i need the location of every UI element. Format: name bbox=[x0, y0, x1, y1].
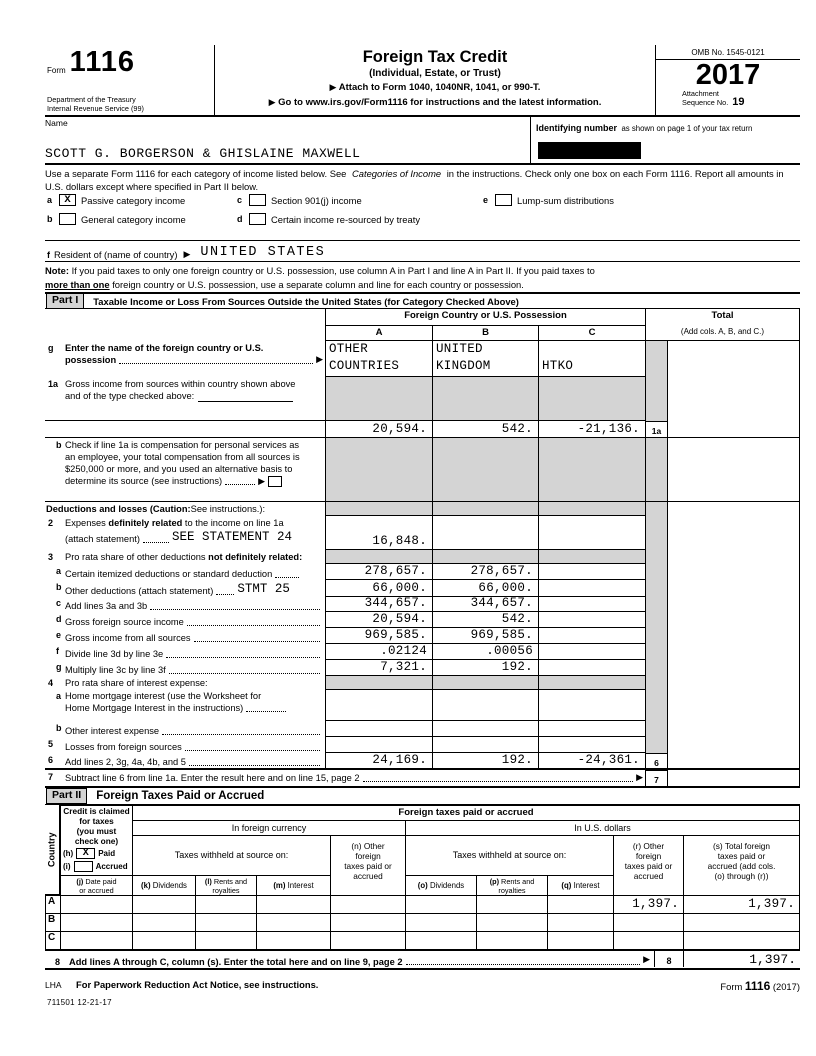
line-3-text: Pro rata share of other deductions bbox=[65, 552, 209, 562]
line-2-text-pre: Expenses bbox=[65, 518, 109, 528]
amount-3e-col-c[interactable] bbox=[538, 628, 645, 644]
line-3-number: 3 bbox=[48, 552, 54, 562]
line-3b-label: b Other deductions (attach statement) STMT 25 bbox=[56, 582, 290, 597]
identifying-number-redaction bbox=[538, 142, 641, 159]
row-a-k-field[interactable] bbox=[132, 895, 195, 913]
intro-post: in the instructions. Check only one box on each Form 1116. Report all bbox=[446, 168, 736, 179]
line-1b-label bbox=[45, 438, 325, 501]
category-e-letter: e bbox=[483, 195, 489, 205]
line-8-row bbox=[45, 951, 800, 970]
line-2-statement-ref[interactable]: SEE STATEMENT 24 bbox=[171, 530, 292, 545]
withheld-foreign-header: Taxes withheld at source on: bbox=[132, 835, 330, 875]
amount-3d-col-c[interactable] bbox=[538, 612, 645, 628]
line-3e-label: e Gross income from all sources bbox=[45, 628, 325, 644]
intro-line2: amounts in U.S. dollars except where specified in Part II below. bbox=[45, 168, 784, 192]
amount-3d-col-a[interactable]: 20,594. bbox=[325, 612, 432, 628]
row-c-o-field[interactable] bbox=[405, 931, 476, 949]
country-a-field[interactable]: OTHER COUNTRIES bbox=[325, 341, 432, 377]
category-a-letter: a bbox=[47, 195, 53, 205]
col-p-header: (p) Rents and royalties bbox=[476, 875, 547, 895]
category-c-label: Section 901(j) income bbox=[271, 194, 362, 206]
row-c-k-field[interactable] bbox=[132, 931, 195, 949]
row-a-m-field[interactable] bbox=[256, 895, 330, 913]
row-a-n-field[interactable] bbox=[330, 895, 405, 913]
row-c-label: C bbox=[45, 931, 60, 949]
line-tag-7: 7 bbox=[646, 770, 667, 786]
line-g-number: g bbox=[48, 343, 54, 353]
omb-number: OMB No. 1545-0121 bbox=[656, 45, 800, 60]
blank-write-line[interactable] bbox=[198, 401, 293, 402]
category-d-letter: d bbox=[237, 214, 243, 224]
row-b-n-field[interactable] bbox=[330, 913, 405, 931]
line-7-label: 7 Subtract line 6 from line 1a. Enter the result here and on line 15, page 2 ▶ bbox=[48, 772, 643, 783]
row-b-k-field[interactable] bbox=[132, 913, 195, 931]
category-b bbox=[47, 213, 186, 225]
sequence-label: Sequence No. bbox=[682, 97, 729, 107]
amount-3a-col-c[interactable] bbox=[538, 564, 645, 580]
amount-3e-col-a[interactable]: 969,585. bbox=[325, 628, 432, 644]
col-q-header: (q) Interest bbox=[547, 875, 613, 895]
col-o-header: (o) Dividends bbox=[405, 875, 476, 895]
row-c-q-field[interactable] bbox=[547, 931, 613, 949]
dept-line-2: Internal Revenue Service (99) bbox=[47, 103, 144, 113]
page-footer bbox=[45, 975, 800, 993]
country-b-field[interactable]: UNITED KINGDOM bbox=[432, 341, 538, 377]
right-arrow-icon: ▶ bbox=[643, 954, 650, 964]
category-d bbox=[237, 213, 420, 225]
line-1b-number: b bbox=[56, 440, 62, 450]
row-c-s-field[interactable] bbox=[683, 931, 799, 949]
line-8-label: Add lines A through C, column (s). Enter the total here and on line 9, page 2 bbox=[69, 957, 403, 967]
line-5-label: 5 Losses from foreign sources bbox=[45, 737, 325, 753]
amount-3e-col-b[interactable]: 969,585. bbox=[432, 628, 538, 644]
category-b-letter: b bbox=[47, 214, 53, 224]
line-1b-text3: $250,000 or more, and you used an alternative basis to bbox=[65, 464, 293, 475]
col-c-header: C bbox=[538, 326, 645, 341]
part2-bar bbox=[45, 788, 800, 805]
amount-6-col-a[interactable]: 24,169. bbox=[325, 753, 432, 768]
line-3d-label: d Gross foreign source income bbox=[45, 612, 325, 628]
amount-1a-col-a[interactable]: 20,594. bbox=[325, 421, 432, 438]
line-1a-label bbox=[45, 377, 325, 421]
row-c-r-field[interactable] bbox=[613, 931, 683, 949]
total-subheader: (Add cols. A, B, and C.) bbox=[645, 326, 800, 341]
amount-2-col-c[interactable] bbox=[538, 516, 645, 550]
amount-3a-col-a[interactable]: 278,657. bbox=[325, 564, 432, 580]
amount-1a-col-c[interactable]: -21,136. bbox=[538, 421, 645, 438]
line-1a-text1: Gross income from sources within country shown above bbox=[65, 379, 296, 389]
part1-label: Part I bbox=[46, 293, 84, 309]
row-c-n-field[interactable] bbox=[330, 931, 405, 949]
intro-pre: Use a separate Form 1116 for each category of income listed below. See bbox=[45, 168, 347, 179]
amount-3b-col-a[interactable]: 66,000. bbox=[325, 580, 432, 597]
part1-table bbox=[45, 309, 800, 788]
form-footer-id: Form 1116 (2017) bbox=[720, 979, 800, 993]
attachment-label: Attachment bbox=[682, 89, 719, 98]
col-n-header: (n) Other foreign taxes paid or accrued bbox=[330, 835, 405, 895]
goto-line: Go to www.irs.gov/Form1116 for instructions and the latest information. bbox=[278, 97, 602, 108]
country-column-label: Country bbox=[45, 805, 60, 895]
row-a-date-field[interactable] bbox=[60, 895, 132, 913]
part2-title: Foreign Taxes Paid or Accrued bbox=[96, 790, 265, 802]
col-b-header: B bbox=[432, 326, 538, 341]
right-arrow-icon: ▶ bbox=[636, 772, 643, 783]
right-arrow-icon: ▶ bbox=[316, 354, 323, 365]
amount-1a-col-b[interactable]: 542. bbox=[432, 421, 538, 438]
line-2-text-bold: definitely related bbox=[108, 518, 183, 528]
line-3-text-bold: not definitely related: bbox=[208, 552, 303, 562]
line-8-number: 8 bbox=[55, 957, 61, 967]
amount-6-col-b[interactable]: 192. bbox=[432, 753, 538, 768]
amount-3c-col-a[interactable]: 344,657. bbox=[325, 596, 432, 612]
row-a-l-field[interactable] bbox=[195, 895, 256, 913]
note-line1: If you paid taxes to only one foreign country or U.S. possession, use column A in Part I and line A in Part II. If you paid taxes to bbox=[68, 265, 595, 276]
deductions-header-rest: See instructions.): bbox=[190, 504, 266, 514]
deductions-header-bold: Deductions and losses (Caution: bbox=[46, 504, 191, 514]
row-a-q-field[interactable] bbox=[547, 895, 613, 913]
row-b-s-field[interactable] bbox=[683, 913, 799, 931]
right-arrow-icon: ▶ bbox=[258, 475, 265, 486]
category-e bbox=[483, 194, 614, 206]
part1-title: Taxable Income or Loss From Sources Outside the United States (for Category Checked Above) bbox=[93, 295, 519, 307]
amount-3g-col-c[interactable] bbox=[538, 660, 645, 676]
checkbox-accrued[interactable] bbox=[74, 861, 93, 872]
row-c-date-field[interactable] bbox=[60, 931, 132, 949]
attach-line: Attach to Form 1040, 1040NR, 1041, or 990-T. bbox=[338, 82, 541, 93]
col-a-header: A bbox=[325, 326, 432, 341]
category-checkboxes bbox=[45, 194, 800, 230]
note-emphasis: more than one bbox=[45, 279, 110, 291]
resident-letter: f bbox=[47, 250, 50, 260]
line-1b-text2: an employee, your total compensation from all sources is bbox=[65, 452, 300, 463]
line-3b-statement-ref[interactable]: STMT 25 bbox=[237, 582, 290, 596]
amount-3b-col-b[interactable]: 66,000. bbox=[432, 580, 538, 597]
foreign-country-group-header: Foreign Country or U.S. Possession bbox=[325, 309, 645, 326]
amount-3f-col-c[interactable] bbox=[538, 644, 645, 660]
checkbox-resourced-treaty[interactable] bbox=[249, 213, 266, 225]
amount-3g-col-a[interactable]: 7,321. bbox=[325, 660, 432, 676]
identifying-number-note: as shown on page 1 of your tax return bbox=[621, 124, 753, 133]
line-1a-text2: and of the type checked above: bbox=[65, 391, 195, 402]
line-tag-1a: 1a bbox=[646, 421, 667, 438]
row-b-o-field[interactable] bbox=[405, 913, 476, 931]
amount-3c-col-c[interactable] bbox=[538, 596, 645, 612]
row-a-o-field[interactable] bbox=[405, 895, 476, 913]
line-tag-6: 6 bbox=[646, 753, 667, 768]
dept-line-1: Department of the Treasury bbox=[47, 94, 136, 104]
row-c-m-field[interactable] bbox=[256, 931, 330, 949]
amount-3f-col-b[interactable]: .00056 bbox=[432, 644, 538, 660]
line-6-label: 6 Add lines 2, 3g, 4a, 4b, and 5 bbox=[45, 753, 325, 768]
row-b-l-field[interactable] bbox=[195, 913, 256, 931]
resident-line bbox=[45, 240, 800, 262]
form-subtitle: (Individual, Estate, or Trust) bbox=[369, 68, 501, 79]
amount-3c-col-b[interactable]: 344,657. bbox=[432, 596, 538, 612]
tax-year: 2017 bbox=[695, 59, 761, 91]
amount-3a-col-b[interactable]: 278,657. bbox=[432, 564, 538, 580]
name-label: Name bbox=[45, 118, 68, 128]
line-2-number: 2 bbox=[48, 518, 54, 528]
line-1a-number: 1a bbox=[48, 379, 59, 389]
amount-8-total[interactable]: 1,397. bbox=[749, 952, 796, 967]
col-r-header: (r) Other foreign taxes paid or accrued bbox=[613, 835, 683, 895]
sequence-number: 19 bbox=[732, 95, 745, 108]
note-line2: foreign country or U.S. possession, use a separate column and line for each country or possession. bbox=[109, 279, 524, 291]
line-1b-text1: Check if line 1a is compensation for personal services as bbox=[65, 440, 300, 450]
category-d-label: Certain income re-sourced by treaty bbox=[271, 213, 421, 225]
intro-paragraph bbox=[45, 165, 800, 193]
checkbox-passive-category[interactable]: X bbox=[59, 194, 76, 206]
total-header: Total bbox=[645, 309, 800, 326]
note-bold: Note: bbox=[45, 265, 69, 276]
line-3f-label: f Divide line 3d by line 3e bbox=[45, 644, 325, 660]
intro-italic: Categories of Income bbox=[351, 168, 442, 179]
line-4-label: 4 Pro rata share of interest expense: bbox=[48, 678, 208, 688]
category-c bbox=[237, 194, 362, 206]
identifying-number-label: Identifying number bbox=[536, 123, 617, 133]
line-3c-label: c Add lines 3a and 3b bbox=[45, 596, 325, 612]
row-c-p-field[interactable] bbox=[476, 931, 547, 949]
omb-box bbox=[655, 45, 800, 115]
category-a-label: Passive category income bbox=[81, 194, 186, 206]
line-g-text1: Enter the name of the foreign country or U.S. bbox=[65, 343, 264, 353]
category-c-letter: c bbox=[237, 195, 243, 205]
row-b-r-field[interactable] bbox=[613, 913, 683, 931]
line-1b-text4: determine its source (see instructions) bbox=[65, 476, 223, 487]
name-row bbox=[45, 117, 800, 165]
in-foreign-currency-header: In foreign currency bbox=[132, 820, 405, 835]
amount-3d-col-b[interactable]: 542. bbox=[432, 612, 538, 628]
right-arrow-icon: ▶ bbox=[329, 82, 337, 92]
print-code: 711501 12-21-17 bbox=[47, 998, 112, 1007]
part2-label: Part II bbox=[46, 788, 87, 804]
credit-claimed-box: Credit is claimed for taxes (you must check one) (h) X Paid (i) Accrued bbox=[60, 805, 132, 875]
checkbox-general-category[interactable] bbox=[59, 213, 76, 225]
form-title: Foreign Tax Credit bbox=[362, 48, 508, 66]
resident-country-field[interactable]: UNITED STATES bbox=[200, 245, 326, 260]
row-b-date-field[interactable] bbox=[60, 913, 132, 931]
form-word: Form bbox=[47, 66, 66, 76]
amount-3g-col-b[interactable]: 192. bbox=[432, 660, 538, 676]
note-paragraph bbox=[45, 262, 800, 292]
right-arrow-icon: ▶ bbox=[183, 249, 191, 259]
form-title-block bbox=[215, 45, 655, 115]
checkbox-section-901j[interactable] bbox=[249, 194, 266, 206]
amount-7-total[interactable] bbox=[667, 770, 800, 786]
line-2-text2: (attach statement) bbox=[65, 534, 140, 545]
line-g-text2: possession bbox=[65, 355, 117, 366]
line-4b-label: b Other interest expense bbox=[45, 721, 325, 737]
foreign-taxes-header: Foreign taxes paid or accrued bbox=[132, 805, 799, 820]
resident-label: Resident of (name of country) bbox=[54, 249, 178, 260]
amount-3f-col-a[interactable]: .02124 bbox=[325, 644, 432, 660]
col-s-header: (s) Total foreign taxes paid or accrued (add cols. (o) through (r)) bbox=[683, 835, 799, 895]
category-a bbox=[47, 194, 185, 206]
row-a-label: A bbox=[45, 895, 60, 913]
row-b-q-field[interactable] bbox=[547, 913, 613, 931]
withheld-us-header: Taxes withheld at source on: bbox=[405, 835, 613, 875]
row-b-p-field[interactable] bbox=[476, 913, 547, 931]
lha-label: LHA bbox=[45, 980, 62, 990]
line-2-label bbox=[45, 516, 325, 550]
col-j-header: (j) Date paid or accrued bbox=[60, 875, 132, 895]
deductions-header bbox=[45, 502, 325, 516]
amount-2-col-a[interactable]: 16,848. bbox=[325, 516, 432, 550]
line-3g-label: g Multiply line 3c by line 3f bbox=[45, 660, 325, 676]
line-3-label bbox=[45, 550, 325, 564]
line-3a-label: a Certain itemized deductions or standard deduction bbox=[45, 564, 325, 580]
row-b-m-field[interactable] bbox=[256, 913, 330, 931]
form-number: 1116 bbox=[69, 46, 135, 78]
part1-bar bbox=[45, 292, 800, 309]
col-l-header: (l) Rents and royalties bbox=[195, 875, 256, 895]
row-a-r-field[interactable]: 1,397. bbox=[613, 895, 683, 913]
country-c-field[interactable]: HTKO bbox=[538, 341, 645, 377]
form-header bbox=[45, 45, 800, 117]
checkbox-1b-alternative-basis[interactable] bbox=[268, 476, 282, 487]
checkbox-lump-sum[interactable] bbox=[495, 194, 512, 206]
right-arrow-icon: ▶ bbox=[268, 97, 276, 107]
col-k-header: (k) Dividends bbox=[132, 875, 195, 895]
line-tag-8: 8 bbox=[654, 951, 684, 967]
row-c-l-field[interactable] bbox=[195, 931, 256, 949]
in-us-dollars-header: In U.S. dollars bbox=[405, 820, 799, 835]
col-m-header: (m) Interest bbox=[256, 875, 330, 895]
category-b-label: General category income bbox=[81, 213, 186, 225]
row-a-p-field[interactable] bbox=[476, 895, 547, 913]
amount-3b-col-c[interactable] bbox=[538, 580, 645, 597]
checkbox-paid[interactable]: X bbox=[76, 848, 95, 859]
taxpayer-name-field[interactable]: SCOTT G. BORGERSON & GHISLAINE MAXWELL bbox=[45, 146, 361, 161]
paperwork-notice: For Paperwork Reduction Act Notice, see instructions. bbox=[76, 979, 319, 990]
amount-6-col-c[interactable]: -24,361. bbox=[538, 753, 645, 768]
line-2-text-post: to the income on line 1a bbox=[182, 518, 284, 528]
part2-table bbox=[45, 805, 800, 951]
amount-2-col-b[interactable] bbox=[432, 516, 538, 550]
category-e-label: Lump-sum distributions bbox=[517, 194, 614, 206]
line-g-label bbox=[45, 341, 325, 377]
row-a-s-field[interactable]: 1,397. bbox=[683, 895, 799, 913]
row-b-label: B bbox=[45, 913, 60, 931]
form-number-box bbox=[45, 45, 215, 115]
line-4a-label: a Home mortgage interest (use the Worksheet for Home Mortgage Interest in the instructions) bbox=[45, 689, 325, 721]
